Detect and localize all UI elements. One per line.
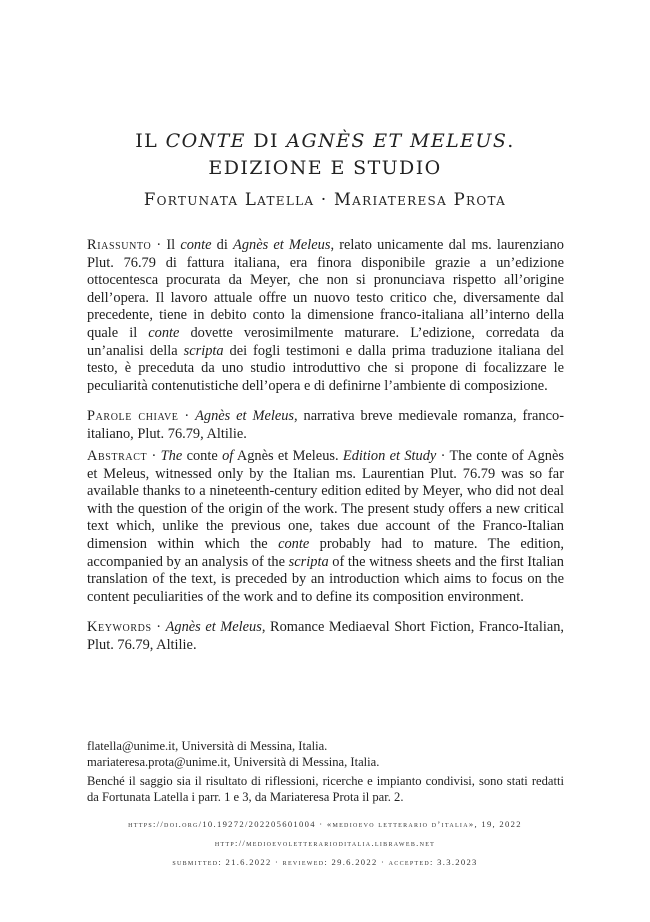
text-run: , Romance Mediaeval Short Fiction, Franco-Italian, Plut. 76.79, Altilie. <box>87 619 564 653</box>
text-run: dovette verosimilmente maturare. L’edizione, corredata da un’analisi della <box>87 324 564 359</box>
title-work: AGNÈS ET MELEUS <box>286 130 508 152</box>
parole-chiave-label: Parole chiave <box>87 408 179 424</box>
title-conte: CONTE <box>165 130 246 152</box>
text-run: di <box>211 237 234 253</box>
italic-run: Agnès et Meleus <box>165 619 262 635</box>
separator: · <box>151 619 166 635</box>
title-line-1 <box>0 128 650 155</box>
title-prefix: IL <box>135 130 166 152</box>
title-line-2: EDIZIONE E STUDIO <box>208 157 442 179</box>
footnotes <box>87 739 564 805</box>
abstract-label: Abstract <box>87 448 148 464</box>
italic-run: conte <box>148 324 180 341</box>
authorship-note: Benché il saggio sia il risultato di riflessioni, ricerche e impianto condivisi, sono stati redatti da Fortunata Latella i parr. 1 e 3, da Mariateresa Prota il par. 2. <box>87 774 564 804</box>
author-1-affiliation: flatella@unime.it, Università di Messina, Italia. <box>87 739 328 753</box>
authors: Fortunata Latella · Mariateresa Prota <box>143 190 507 209</box>
text-run: dei fogli testimoni e dalla prima traduzione italiana del testo, è preceduta da uno studio introduttivo che si propone di focalizzare le peculiarità contenutistiche dell’opera e di definirne l’ambiente di composizione. <box>87 342 564 394</box>
keywords-label: Keywords <box>87 619 152 635</box>
title-period: . <box>507 130 515 152</box>
text-run: , relato unicamente dal ms. laurenziano Plut. 76.79 di fattura italiana, era finora disponibile grazie a un’edizione ottocentesca procurata da Meyer, che non si pronunciava rispetto all’origine dell’opera. Il lavoro attuale offre un nuovo testo critico che, diversamente dal precedente, tiene in debito conto la dimensione franco-italiana all’interno della quale il <box>87 237 564 341</box>
text-run: of the witness sheets and the first Italian translation of the text, is preceded by an introduction which aims to focus on the content peculiarities of the work and to define its composition environment. <box>87 553 564 605</box>
separator: · <box>147 448 161 464</box>
abstract-paragraph <box>87 448 564 606</box>
riassunto-paragraph <box>87 237 564 395</box>
parole-chiave-paragraph <box>87 408 564 443</box>
italic-run: scripta <box>183 342 224 359</box>
keywords-paragraph <box>87 619 564 654</box>
italic-run: scripta <box>288 553 329 570</box>
text-run: conte <box>182 448 223 464</box>
article-title <box>0 128 650 182</box>
italic-run: conte <box>278 535 310 552</box>
italic-run: Agnès et Meleus <box>195 408 295 424</box>
separator: · <box>178 408 196 424</box>
title-middle: DI <box>245 130 287 152</box>
text-run: Agnès et Meleus. <box>233 448 343 464</box>
italic-run: of <box>222 448 234 464</box>
submission-dates: submitted: 21.6.2022 · reviewed: 29.6.2022 · accepted: 3.3.2023 <box>172 857 478 867</box>
riassunto-label: Riassunto <box>87 237 152 253</box>
text-run: , narrativa breve medievale romanza, franco-italiano, Plut. 76.79, Altilie. <box>87 408 564 442</box>
italic-run: Agnès et Meleus <box>233 237 331 253</box>
text-run: · The conte of Agnès et Meleus, witnessed only by the Italian ms. Laurentian Plut. 76.79 was so far available thanks to a nineteenth-century edition edited by Meyer, who did not deal with the question of the origin of the work. The present study offers a new critical text which, unlike the previous one, takes due account of the Franco-Italian dimension within which the <box>87 448 564 552</box>
doi-line: https://doi.org/10.19272/202205601004 · «medioevo letterario d’italia», 19, 2022 <box>128 819 522 829</box>
italic-run: The <box>160 448 183 464</box>
colophon <box>0 815 650 872</box>
italic-run: conte <box>180 237 212 253</box>
text-run: Il <box>166 237 181 253</box>
italic-run: Edition et Study <box>342 448 437 464</box>
text-run: probably had to mature. The edition, accompanied by an analysis of the <box>87 535 564 570</box>
separator: · <box>151 237 167 253</box>
author-2-affiliation: mariateresa.prota@unime.it, Università di Messina, Italia. <box>87 754 380 769</box>
journal-url: http://medioevoletterarioditalia.libraweb.net <box>214 838 436 848</box>
